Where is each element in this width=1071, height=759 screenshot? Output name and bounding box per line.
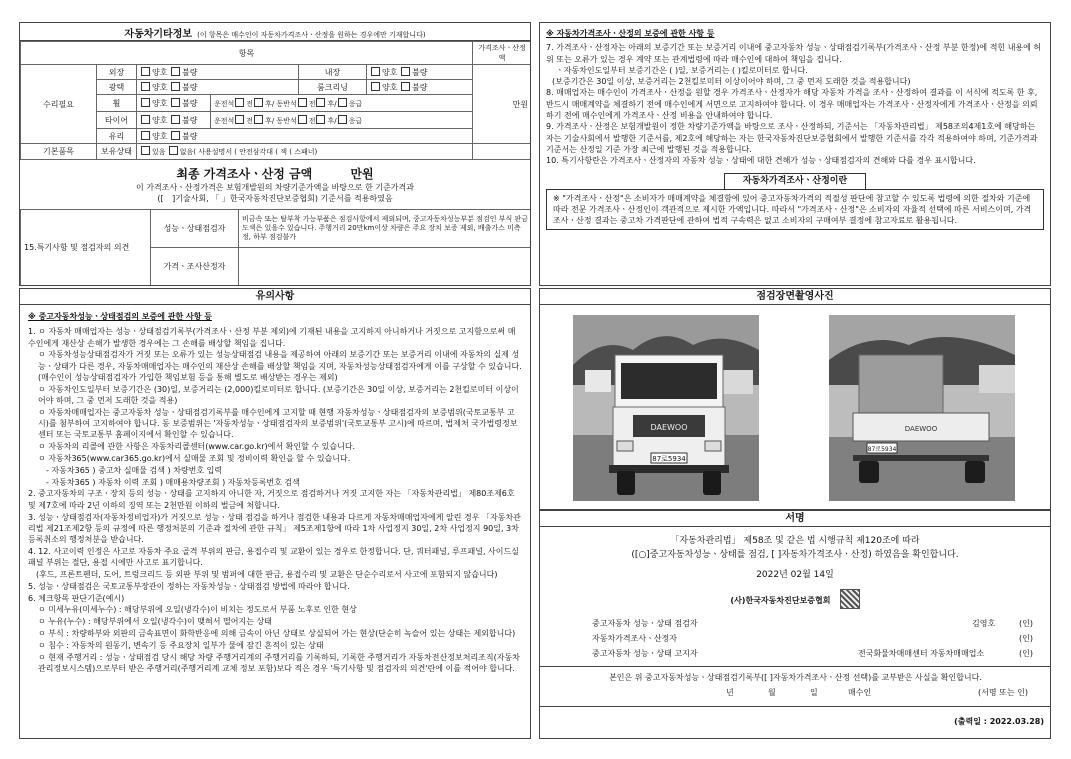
row-tire: 타이어 <box>97 112 137 129</box>
row-wheel: 휠 <box>97 95 137 112</box>
print-date: (출력일 : 2022.03.28) <box>954 717 1044 726</box>
opt-have: 있음 <box>152 148 166 156</box>
opt-good: 양호 <box>152 131 168 141</box>
wheel-pass-rear-checkbox[interactable] <box>316 98 325 107</box>
tire-good-checkbox[interactable] <box>141 115 150 124</box>
front-photo <box>573 315 759 501</box>
notice-item: 2. 중고자동차의 구조ㆍ장치 등의 성능ㆍ상태를 고지하지 아니한 자, 거짓으로 점검하거나 거짓 고지한 자는 「자동차관리법」 제80조제6호 및 제7호에 따라 2년 이하의 징역 또는 2천만원 이하의 벌금에 처합니다. <box>28 489 515 510</box>
signature-line-2: ([○]중고자동차성능ㆍ상태를 점검, [ ]자동차가격조사ㆍ산정) 하였음을 확인합니다. <box>631 550 959 560</box>
opt-bad: 불량 <box>412 82 428 92</box>
role3-label: 중고자동차 성능ㆍ상태 고지자 <box>592 649 698 658</box>
opt-bad: 불량 <box>182 115 198 125</box>
receipt-text: 본인은 위 중고자동차성능ㆍ상태점검기록부([ ]자동차가격조사ㆍ산정 선택)를 교부받은 사실을 확인합니다. <box>609 673 982 682</box>
other-info-title: 자동차기타정보 <box>124 29 193 40</box>
final-note-1: 이 가격조사ㆍ산정가격은 보험개발원의 차량기준가액을 바탕으로 한 기준가격과 <box>135 183 414 192</box>
para-7b: (보증기간은 30일 이상, 보증거리는 2천킬로미터 이상이어야 하며, 그 중 먼저 도래한 것을 적용합니다) <box>552 77 911 87</box>
association-seal <box>840 589 860 609</box>
tire-pass-rear-checkbox[interactable] <box>316 115 325 124</box>
other-info-note: (이 항목은 매수인이 자동차가격조사ㆍ산정을 원하는 경우에만 기재합니다) <box>197 31 426 39</box>
notice-item: ㅇ 자동차매매업자는 중고자동차 성능ㆍ상태점검기록부를 매수인에게 고지할 때 현행 자동차성능ㆍ상태점검자의 보증범위(국토교통부 고시)를 첨부하여 고지하여야 합니다. 동 보증범위는 '자동차성능ㆍ상태점검자의 보증범위'(국토교통부 고시)에 따르며, 법제처 국가법령정보센터 또는 국토교통부 홈페이지에서 확인할 수 있습니다. <box>38 407 518 440</box>
notice-item: (후드, 프론트펜더, 도어, 트렁크리드 등 외판 부위 및 범퍼에 대한 판금, 용접수리 및 교환은 단순수리로서 사고에 포함되지 않습니다) <box>36 570 498 580</box>
notice-item: ㅇ 자동차365(www.car365.go.kr)에서 실매물 조회 및 정비이력 확인을 할 수 있습니다. <box>38 454 351 464</box>
tire-pass-front-checkbox[interactable] <box>298 115 307 124</box>
opt-good: 양호 <box>382 82 398 92</box>
tailgate-logo: DAEWOO <box>904 425 938 433</box>
possession-have-checkbox[interactable] <box>141 146 150 155</box>
front-label: 전 <box>246 116 254 125</box>
tire-emergency-checkbox[interactable] <box>338 115 347 124</box>
para-10: 10. 특기사항란은 가격조사ㆍ산정자의 자동차 성능ㆍ상태에 대한 견해가 성능ㆍ상태점검자의 견해와 다를 경우 표시합니다. <box>546 156 976 166</box>
opt-good: 양호 <box>152 82 168 92</box>
front-label: 전 <box>308 99 316 108</box>
possession-items: 사용설명서 ( 안전삼각대 ( 잭 ( 스패너) <box>198 148 318 156</box>
notice-panel <box>19 288 531 739</box>
tire-bad-checkbox[interactable] <box>171 115 180 124</box>
notice-item: ㅇ 자동차성능상태점검자가 거짓 또는 오류가 있는 성능상태점검 내용을 제공하여 아래의 보증기간 또는 보증거리 이내에 자동차의 실제 성능ㆍ상태가 다른 경우, 자동차매매업자는 매수인의 재산상 손해를 배상할 책임을 지며, 자동차성능상태점검자에게 이를 구상할 수 있습니다. (매수인이 성능상태점검자가 가입한 책임보험 등을 통해 별도로 배상받는 경우는 제외) <box>38 350 522 382</box>
opt-bad: 불량 <box>182 98 198 108</box>
wheel-good-checkbox[interactable] <box>141 98 150 107</box>
para-8: 8. 매매업자는 매수인이 가격조사ㆍ산정을 원할 경우 가격조사ㆍ산정자가 해당 자동차 가격을 조사ㆍ산정하여 결과를 이 서식에 적도록 한 후, 반드시 매매계약을 체결하기 전에 매수인에게 서면으로 고지하여야 합니다. 이 경우 매매업자는 가격조사ㆍ산정자에게 가격조사ㆍ산정을 의뢰하기 전에 매수인에게 가격조사ㆍ산정 비용을 안내하여야 합니다. <box>546 88 1038 121</box>
front-label: 전 <box>246 99 254 108</box>
price-unit: 만원 <box>473 65 531 144</box>
role1-seal: (인) <box>1019 619 1033 628</box>
signature-panel <box>539 510 1051 739</box>
room-bad-checkbox[interactable] <box>401 82 410 91</box>
grille-logo: DAEWOO <box>650 423 688 432</box>
price-guarantee-panel <box>539 22 1051 286</box>
role1-label: 중고자동차 성능ㆍ상태 점검자 <box>592 619 698 628</box>
notice-item: ㅇ 침수 : 자동차의 원동기, 변속기 등 주요장치 일부가 물에 잠긴 흔적이 있는 상태 <box>38 640 324 650</box>
gloss-bad-checkbox[interactable] <box>171 82 180 91</box>
para-7: 7. 가격조사ㆍ산정자는 아래의 보증기간 또는 보증거리 이내에 중고자동차 성능ㆍ상태점검기록부(가격조사ㆍ산정 부분 한정)에 적힌 내용에 허위 또는 오류가 있는 경우 계약 또는 관계법령에 따라 매수인에 대하여 책임을 집니다. <box>546 43 1042 64</box>
exterior-good-checkbox[interactable] <box>141 67 150 76</box>
emergency-label: 응급 <box>348 99 363 108</box>
notice-list <box>28 326 522 674</box>
role1-name: 김영호 <box>972 619 996 628</box>
wheel-driver-front-checkbox[interactable] <box>235 98 244 107</box>
passenger-seat-label: 동반석 <box>276 99 297 108</box>
tire-driver-front-checkbox[interactable] <box>235 115 244 124</box>
glass-good-checkbox[interactable] <box>141 131 150 140</box>
photo-title: 점검장면촬영사진 <box>540 289 1050 305</box>
notice-item: 4. 12. 사고이력 인정은 사고로 자동차 주요 골격 부위의 판금, 용접수리 및 교환이 있는 경우로 한정합니다. 단, 쿼터패널, 루프패널, 사이드실패널 부위는 절단, 용접 시에만 사고로 표기합니다. <box>28 546 519 568</box>
repair-label: 수리필요 <box>21 65 97 144</box>
opt-bad: 불량 <box>182 82 198 92</box>
wheel-bad-checkbox[interactable] <box>171 98 180 107</box>
year-label: 년 <box>726 688 734 697</box>
notice-item: 6. 체크항목 판단기준(예시) <box>28 593 125 603</box>
special-notes-table <box>20 209 531 286</box>
gloss-good-checkbox[interactable] <box>141 82 150 91</box>
tire-driver-rear-checkbox[interactable] <box>254 115 263 124</box>
row-room-clean: 룸크리닝 <box>299 80 367 95</box>
notice-item: ㅇ 부식 : 차량하부와 외판의 금속표면이 화학반응에 의해 금속이 아닌 상태로 상실되어 가는 현상(단순히 녹슬어 있는 상태는 제외합니다) <box>38 629 516 639</box>
front-license-plate: 87로5934 <box>652 455 686 463</box>
opt-good: 양호 <box>152 115 168 125</box>
notice-title: 유의사항 <box>20 289 530 305</box>
appraiser-opinion-label: 가격ㆍ조사산정자 <box>151 248 239 286</box>
possession-label: 보유상태 <box>97 144 137 160</box>
month-label: 월 <box>768 688 776 697</box>
wheel-emergency-checkbox[interactable] <box>338 98 347 107</box>
signature-title: 서명 <box>540 511 1050 527</box>
opt-bad: 불량 <box>412 67 428 77</box>
inspector-opinion-text: 비금속 또는 탈부착 가능부품은 점검사항에서 제외되며, 중고자동차성능부분 점검인 부식 판금 도색은 있을수 있습니다. 주행거리 20만km이상 차량은 주요 장치 보증 제외, 배출가스 미측정, 하부 점검불가 <box>239 210 532 248</box>
passenger-seat-label: 동반석 <box>276 116 297 125</box>
association-name: (사)한국자동차진단보증협회 <box>730 596 831 605</box>
wheel-pass-front-checkbox[interactable] <box>298 98 307 107</box>
price-guarantee-header: ※ 자동차가격조사ㆍ산정의 보증에 관한 사항 등 <box>546 29 715 38</box>
buyer-label: 매수인 <box>848 688 872 697</box>
price-definition-title: 자동차가격조사ㆍ산정이란 <box>724 173 866 190</box>
notice-item: - 자동차365 ) 중고차 실매물 검색 ) 차량번호 입력 <box>46 465 223 475</box>
photo-panel <box>539 288 1051 510</box>
special-notes-label: 15.특기사항 및 점검자의 의견 <box>21 210 151 286</box>
final-price-unit: 만원 <box>350 167 374 181</box>
row-exterior: 외장 <box>97 65 137 80</box>
role2-seal: (인) <box>1019 634 1033 643</box>
opt-bad: 불량 <box>182 67 198 77</box>
para-7a: ㆍ자동차인도일부터 보증기간은 ( )일, 보증거리는 ( )킬로미터로 합니다. <box>556 65 808 75</box>
basic-items-label: 기본품목 <box>21 144 97 160</box>
notice-header: ※ 중고자동차성능ㆍ상태점검의 보증에 관한 사항 등 <box>28 312 212 321</box>
driver-seat-label: 운전석 <box>214 116 235 125</box>
final-price-title: 최종 가격조사ㆍ산정 금액 <box>176 167 313 181</box>
row-gloss: 광택 <box>97 80 137 95</box>
front-label: 전 <box>308 116 316 125</box>
possession-none-checkbox[interactable] <box>169 146 178 155</box>
notice-item: 3. 성능ㆍ상태점검자(자동차정비업자)가 거짓으로 성능ㆍ상태 점검을 하거나 점검한 내용과 다르게 자동차매매업자에게 알린 경우 「자동차관리법 제21조제2항 등의 규정에 따른 행정처분의 기준과 절차에 관한 규칙」 제5조제1항에 따라 1차 사업정지 30일, 2차 사업정지 90일, 3차 등록취소의 행정처분을 받습니다. <box>28 512 521 545</box>
driver-seat-label: 운전석 <box>214 99 235 108</box>
exterior-bad-checkbox[interactable] <box>171 67 180 76</box>
signature-date: 2022년 02월 14일 <box>756 570 834 580</box>
rear-label: 후 <box>327 116 335 125</box>
opt-none: 없음 <box>179 148 194 156</box>
room-good-checkbox[interactable] <box>371 82 380 91</box>
notice-item: 1. ㅇ 자동차 매매업자는 성능ㆍ상태점검기록부(가격조사ㆍ산정 부분 제외)에 기재된 내용을 고지하지 아니하거나 거짓으로 고지함으로써 매수인에게 재산상 손해가 발생한 경우에는 그 손해를 배상할 책임을 집니다. <box>28 327 516 348</box>
vehicle-other-info-panel: 자동차기타정보 (이 항목은 매수인이 자동차가격조사ㆍ산정을 원하는 경우에만 기재합니다) 항목 가격조사ㆍ산정액 수리필요 외장 양호 불량 내장 양호 불량 만원 광택 양호 불량 룸크리닝 양호 불량 휠 양호 불량 운전석 전 후/ 동반석 전 후/ 응급 타이어 양호 불량 운전석 전 후/ 동반석 전 후/ 응급 유리 양호 불량 기본품목 보유상태 있음 없음( 사용설명서 ( 안전삼각대 ( 잭 ( 스패너) 최종 가격조사ㆍ산정 금액 만원 이 가격조사ㆍ산정가격은 보험개발원의 차량기준가액을 바탕으로 한 기준가격과 ([ ]기술사회, 「 」한국자동차진단보증협회) 기준서를 적용하였음 15.특기사항 및 점검자의 의견 성능ㆍ상태점검자 비금속 또는 탈부착 가능부품은 점검사항에서 제외되며, 중고자동차성능부분 점검인 부식 판금 도색은 있을수 있습니다. 주행거리 20만km이상 차량은 주요 장치 보증 제외, 배출가스 미측정, 하부 점검불가 가격ㆍ조사산정자 <box>19 22 531 286</box>
col-item-header: 항목 <box>21 42 473 65</box>
rear-license-plate: 87로5934 <box>867 446 897 453</box>
rear-label: 후 <box>265 99 272 108</box>
opt-good: 양호 <box>152 98 168 108</box>
para-9: 9. 가격조사ㆍ산정은 보험개발원이 정한 차량기준가액을 바탕으로 조사ㆍ산정하되, 기준서는 「자동차관리법」 제58조의4제1호에 해당하는 자는 기술사회에서 발행한 기준서를, 제2호에 해당하는 자는 한국자동차진단보증협회에서 발행한 기준서를 각각 적용하여야 하며, 기준가격과 기준서는 산정일 기준 가장 최근에 발행된 것을 적용합니다. <box>546 122 1038 154</box>
signature-line-1: 「자동차관리법」 제58조 및 같은 법 시행규칙 제120조에 따라 <box>670 536 920 546</box>
day-label: 일 <box>810 688 818 697</box>
notice-item: ㅇ 자동차인도일부터 보증기간은 (30)일, 보증거리는 (2,000)킬로미터로 합니다. (보증기간은 30일 이상, 보증거리는 2천킬로미터 이상이어야 하며, 그 중 먼저 도래한 것을 적용) <box>38 384 519 406</box>
repair-table: 항목 가격조사ㆍ산정액 수리필요 외장 양호 불량 내장 양호 불량 만원 광택 양호 불량 룸크리닝 양호 불량 휠 양호 불량 운전석 전 후/ 동반석 전 후/ 응급 타이어 양호 불량 운전석 전 후/ 동반석 전 후/ 응급 유리 양호 불량 기본품목 보유상태 있음 없음( 사용설명서 ( 안전삼각대 ( 잭 ( 스패너) <box>20 41 531 160</box>
role2-label: 자동차가격조사ㆍ산정자 <box>592 634 678 643</box>
opt-bad: 불량 <box>182 131 198 141</box>
price-definition-text: ※ "가격조사ㆍ산정"은 소비자가 매매계약을 체결함에 있어 중고자동차가격의 적절성 판단에 참고할 수 있도록 법령에 의한 절차와 기준에 따라 전문 가격조사ㆍ산정인이 객관적으로 제시한 가액입니다. 따라서 "가격조사ㆍ산정"은 소비자의 자율적 선택에 따른 서비스이며, 가격조사ㆍ산정 결과는 중고차 가격판단에 관하여 법적 구속력은 없고 소비자의 구매여부 결정에 참고자료로 활용됩니다. <box>546 189 1044 230</box>
notice-item: - 자동차365 ) 자동차 이력 조회 ) 매매용차량조회 ) 자동차등록번호 검색 <box>46 477 300 487</box>
buyer-sign: (서명 또는 인) <box>978 688 1028 697</box>
row-glass: 유리 <box>97 129 137 144</box>
row-interior: 내장 <box>299 65 367 80</box>
notice-item: 5. 성능ㆍ상태점검은 국토교통부장관이 정하는 자동차성능ㆍ상태점검 방법에 따라야 합니다. <box>28 581 350 591</box>
opt-good: 양호 <box>152 67 168 77</box>
role3-seal: (인) <box>1019 649 1033 658</box>
interior-good-checkbox[interactable] <box>371 67 380 76</box>
interior-bad-checkbox[interactable] <box>401 67 410 76</box>
appraiser-opinion-value <box>239 248 532 286</box>
emergency-label: 응급 <box>348 116 363 125</box>
notice-item: ㅇ 현재 주행거리 : 성능ㆍ상태점검 당시 해당 차량 주행거리계의 주행거리를 기록하되, 기록한 주행거리가 자동차전산정보처리조직(자동차관리정보시스템)으로부터 받은 주행거리(주행거리계 교체 정보 포함)보다 적은 경우 '특기사항 및 점검자의 의견'란에 이를 적어야 합니다. <box>38 652 520 673</box>
wheel-driver-rear-checkbox[interactable] <box>254 98 263 107</box>
notice-item: ㅇ 누유(누수) : 해당부위에서 오일(냉각수)이 맺혀서 떨어지는 상태 <box>38 617 272 627</box>
final-note-2: 기술사회, 「 」한국자동차진단보증협회) 기준서를 적용하였음 <box>175 194 393 203</box>
col-price-header: 가격조사ㆍ산정액 <box>473 42 531 65</box>
role3-name: 전국화물차매매센터 자동차매매업소 <box>858 649 985 658</box>
rear-photo <box>829 315 1015 501</box>
opt-good: 양호 <box>382 67 398 77</box>
inspector-opinion-label: 성능ㆍ상태점검자 <box>151 210 239 248</box>
notice-item: ㅇ 미세누유(미세누수) : 해당부위에 오일(냉각수)이 비치는 정도로서 부품 노후로 인한 현상 <box>38 605 357 615</box>
rear-label: 후 <box>327 99 335 108</box>
rear-label: 후 <box>265 116 272 125</box>
glass-bad-checkbox[interactable] <box>171 131 180 140</box>
notice-item: ㅇ 자동차의 리콜에 관한 사항은 자동차리콜센터(www.car.go.kr)에서 확인할 수 있습니다. <box>38 442 356 452</box>
